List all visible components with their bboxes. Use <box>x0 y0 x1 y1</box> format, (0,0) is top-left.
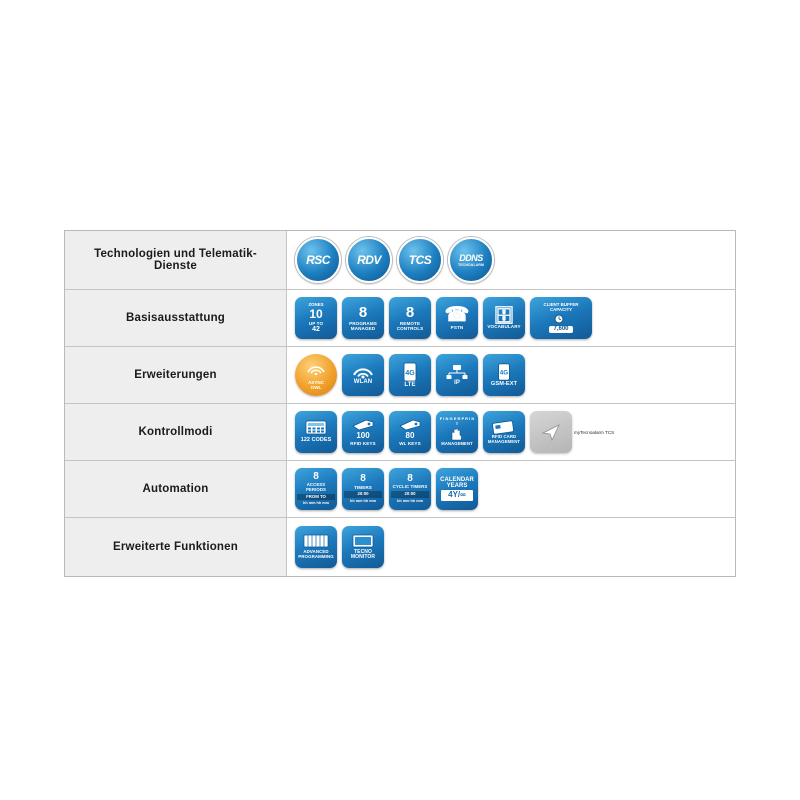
keypad-icon <box>305 420 327 438</box>
rfid-keys-count: 100 <box>356 431 370 441</box>
mytecnoalarm-tcs-item <box>530 411 614 453</box>
cyclic-timers-times: 20:00 <box>391 491 429 498</box>
programs-caption: PROGRAMS MANAGED <box>349 320 377 331</box>
row-icons-expansions <box>287 347 735 403</box>
ip-badge-icon <box>436 354 478 396</box>
tecno-monitor-badge-icon <box>342 526 384 568</box>
timers-units: hh mm hh mm <box>350 498 376 503</box>
table-row <box>65 518 735 576</box>
async-owl-badge-icon <box>295 354 337 396</box>
zones-upto-label: UP TO <box>308 320 324 326</box>
row-label-expansions: Erweiterungen <box>65 347 287 403</box>
client-buffer-value: 7,600 <box>549 326 572 332</box>
feature-table <box>64 230 736 577</box>
client-buffer-caption: CLIENT BUFFER CAPACITY <box>543 302 579 313</box>
access-periods-count: 8 <box>313 471 319 483</box>
timers-caption: TIMERS <box>354 485 372 491</box>
timers-badge-icon <box>342 468 384 510</box>
rfid-card-management-badge-icon <box>483 411 525 453</box>
table-row <box>65 290 735 347</box>
mytecnoalarm-tcs-caption: myTecnoalarm TCS <box>574 429 615 435</box>
remote-controls-badge-icon <box>389 297 431 339</box>
cyclic-timers-badge-icon <box>389 468 431 510</box>
rsc-logo-icon <box>295 237 341 283</box>
zones-label: ZONES <box>308 301 324 307</box>
advanced-programming-badge-icon <box>295 526 337 568</box>
key-icon <box>398 418 422 432</box>
rdv-logo-icon <box>346 237 392 283</box>
fingerprint-caption: MANAGEMENT <box>441 441 473 447</box>
wl-keys-caption: WL KEYS <box>399 440 421 446</box>
remote-controls-caption: REMOTE CONTROLS <box>396 320 424 331</box>
codes-badge-icon <box>295 411 337 453</box>
owl-label: OWL <box>310 385 322 391</box>
zones-max: 42 <box>312 325 320 333</box>
remote-controls-count: 8 <box>405 303 415 321</box>
calendar-years-badge-icon <box>436 468 478 510</box>
fingerprint-badge-icon <box>436 411 478 453</box>
advanced-programming-caption: ADVANCED PROGRAMMING <box>298 549 334 559</box>
ddns-logo-subtext: TECNOALARM <box>457 262 485 267</box>
rfid-keys-badge-icon <box>342 411 384 453</box>
pstn-caption: PSTN <box>450 325 464 331</box>
vocabulary-badge-icon <box>483 297 525 339</box>
mytecnoalarm-tcs-badge-icon <box>530 411 572 453</box>
rfid-card-management-caption: RFID CARD MANAGEMENT <box>487 433 521 444</box>
wl-keys-badge-icon <box>389 411 431 453</box>
programs-count: 8 <box>358 303 368 321</box>
clock-gear-icon <box>554 313 568 325</box>
svg-text:4G: 4G <box>405 369 415 377</box>
access-periods-units: hh mm hh mm <box>303 501 329 506</box>
svg-text:4G: 4G <box>499 369 509 377</box>
codes-caption: 122 CODES <box>300 437 332 444</box>
row-label-technologies: Technologien und Telematik-Dienste <box>65 231 287 289</box>
fingerprint-caption-top: F I N G E R P R I N T <box>439 416 475 426</box>
card-icon <box>492 420 516 435</box>
smartphone-icon <box>497 363 511 381</box>
table-row <box>65 347 735 404</box>
phone-icon: ☎ <box>444 304 470 327</box>
tcs-logo-icon <box>397 237 443 283</box>
wifi-icon <box>306 362 326 375</box>
row-icons-basic-equipment <box>287 290 735 346</box>
timers-times: 20:00 <box>344 491 382 498</box>
row-icons-automation <box>287 461 735 517</box>
row-label-basic-equipment: Basisausstattung <box>65 290 287 346</box>
zones-badge-icon <box>295 297 337 339</box>
row-icons-advanced-functions <box>287 518 735 576</box>
wlan-caption: WLAN <box>353 379 373 386</box>
zones-count: 10 <box>309 306 323 321</box>
programs-badge-icon <box>342 297 384 339</box>
table-row <box>65 461 735 518</box>
access-periods-caption: ACCESS PERIODS <box>305 482 327 492</box>
row-label-control-modes: Kontrollmodi <box>65 404 287 460</box>
hand-icon <box>449 426 465 442</box>
wl-keys-count: 80 <box>405 431 415 441</box>
calendar-years-caption: CALENDAR YEARS <box>440 476 474 490</box>
timers-count: 8 <box>360 473 366 485</box>
ddns-logo-icon <box>448 237 494 283</box>
async-label: ASYNC <box>307 380 325 386</box>
network-icon <box>446 364 468 380</box>
lte-badge-icon <box>389 354 431 396</box>
wlan-badge-icon <box>342 354 384 396</box>
pstn-badge-icon <box>436 297 478 339</box>
ip-caption: IP <box>454 379 460 386</box>
tcs-logo-text: TCS <box>408 253 432 267</box>
key-icon <box>351 418 375 432</box>
gsm-ext-badge-icon <box>483 354 525 396</box>
wifi-icon <box>352 364 374 379</box>
row-label-automation: Automation <box>65 461 287 517</box>
table-row <box>65 404 735 461</box>
rsc-logo-text: RSC <box>306 253 330 267</box>
rdv-logo-text: RDV <box>357 253 381 267</box>
ddns-logo-text: DDNS <box>459 252 483 263</box>
row-icons-technologies <box>287 231 735 289</box>
access-periods-badge-icon <box>295 468 337 510</box>
gsm-ext-caption: GSM-EXT <box>490 380 518 387</box>
cyclic-timers-units: hh mm hh mm <box>397 498 423 503</box>
cyclic-timers-caption: CYCLIC TIMERS <box>392 484 428 490</box>
monitor-icon <box>352 534 374 550</box>
lte-caption: LTE <box>404 381 416 388</box>
rfid-keys-caption: RFID KEYS <box>350 440 376 446</box>
smartphone-icon <box>403 362 417 382</box>
calendar-years-value: 4Y/∞ <box>441 490 474 501</box>
row-icons-control-modes <box>287 404 735 460</box>
tecno-monitor-caption: TECNO MONITOR <box>350 548 376 560</box>
access-periods-fromto: FROM TO <box>297 494 335 501</box>
paperplane-icon <box>540 421 562 443</box>
module-icon <box>303 534 329 550</box>
client-buffer-capacity-badge-icon <box>530 297 592 339</box>
table-row <box>65 231 735 290</box>
vocabulary-caption: VOCABULARY <box>487 323 521 329</box>
row-label-advanced-functions: Erweiterte Funktionen <box>65 518 287 576</box>
folder-icon: 🗄 <box>493 305 515 325</box>
cyclic-timers-count: 8 <box>407 473 413 485</box>
